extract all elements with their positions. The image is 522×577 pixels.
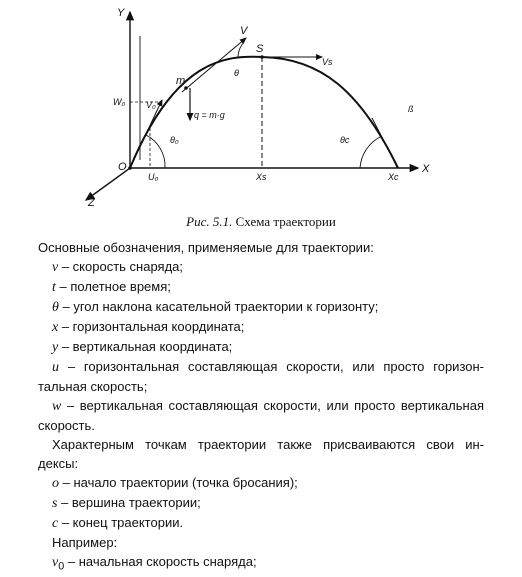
- label-origin: O: [118, 161, 127, 173]
- v-vector: [182, 38, 246, 92]
- item-theta: θ – угол наклона касательной траектории к горизонту;: [52, 299, 379, 315]
- points-intro-line1: Характерным точкам траектории также присваиваются свои ин-: [52, 437, 484, 452]
- point-o-item: o – начало траектории (точка бросания);: [52, 475, 298, 491]
- label-u0: U₀: [148, 172, 159, 182]
- label-y-axis: Y: [117, 7, 125, 19]
- item-x: x – горизонтальная координата;: [52, 319, 245, 335]
- point-c-item: c – конец траектории.: [52, 515, 184, 531]
- label-thetac: θc: [340, 135, 350, 145]
- label-x-axis: X: [422, 163, 430, 175]
- label-s: S: [256, 43, 264, 55]
- caption-number: Рис. 5.1.: [186, 214, 233, 229]
- trajectory-curve: [130, 57, 398, 168]
- example-v0: $v_0$ – начальная скорость снаряда;: [52, 554, 257, 573]
- theta0-arc: [146, 135, 165, 168]
- label-xc: Xc: [388, 172, 399, 182]
- label-theta: θ: [234, 68, 239, 78]
- point-s-item: s – вершина траектории;: [52, 495, 201, 511]
- label-v: V: [240, 25, 248, 37]
- label-z-axis: Z: [88, 197, 95, 209]
- item-w-line2: скорость.: [38, 418, 95, 433]
- item-v: v – скорость снаряда;: [52, 259, 183, 275]
- point-s: [260, 55, 264, 59]
- label-v0: V₀: [146, 100, 156, 110]
- item-t: t – полетное время;: [52, 279, 171, 295]
- caption-title: Схема траектории: [235, 214, 336, 229]
- figure-caption: [0, 214, 522, 230]
- label-w0: W₀: [113, 97, 126, 107]
- end-tangent: [372, 118, 398, 168]
- thetac-arc: [360, 136, 382, 168]
- points-intro-line2: дексы:: [38, 456, 79, 471]
- label-xs: Xs: [256, 172, 267, 182]
- label-gravity: q = m·g: [194, 110, 225, 120]
- label-m: m: [176, 75, 186, 87]
- item-u-line1: u – горизонтальная составляющая скорости, или просто горизон-: [52, 359, 484, 375]
- v0-vector: [130, 100, 162, 168]
- label-vs: Vs: [322, 57, 333, 67]
- item-w-line1: w – вертикальная составляющая скорости, или просто вертикальная: [52, 398, 484, 414]
- trajectory-diagram: [0, 0, 522, 210]
- label-theta0: θ₀: [170, 135, 179, 145]
- stray-mark: ß: [408, 104, 414, 114]
- point-o: [128, 166, 132, 170]
- item-y: y – вертикальная координата;: [52, 339, 233, 355]
- body-text: [38, 238, 484, 577]
- item-u-line2: тальная скорость;: [38, 379, 148, 394]
- intro-line: Основные обозначения, применяемые для траектории:: [38, 240, 374, 255]
- example-label: Например:: [52, 535, 118, 550]
